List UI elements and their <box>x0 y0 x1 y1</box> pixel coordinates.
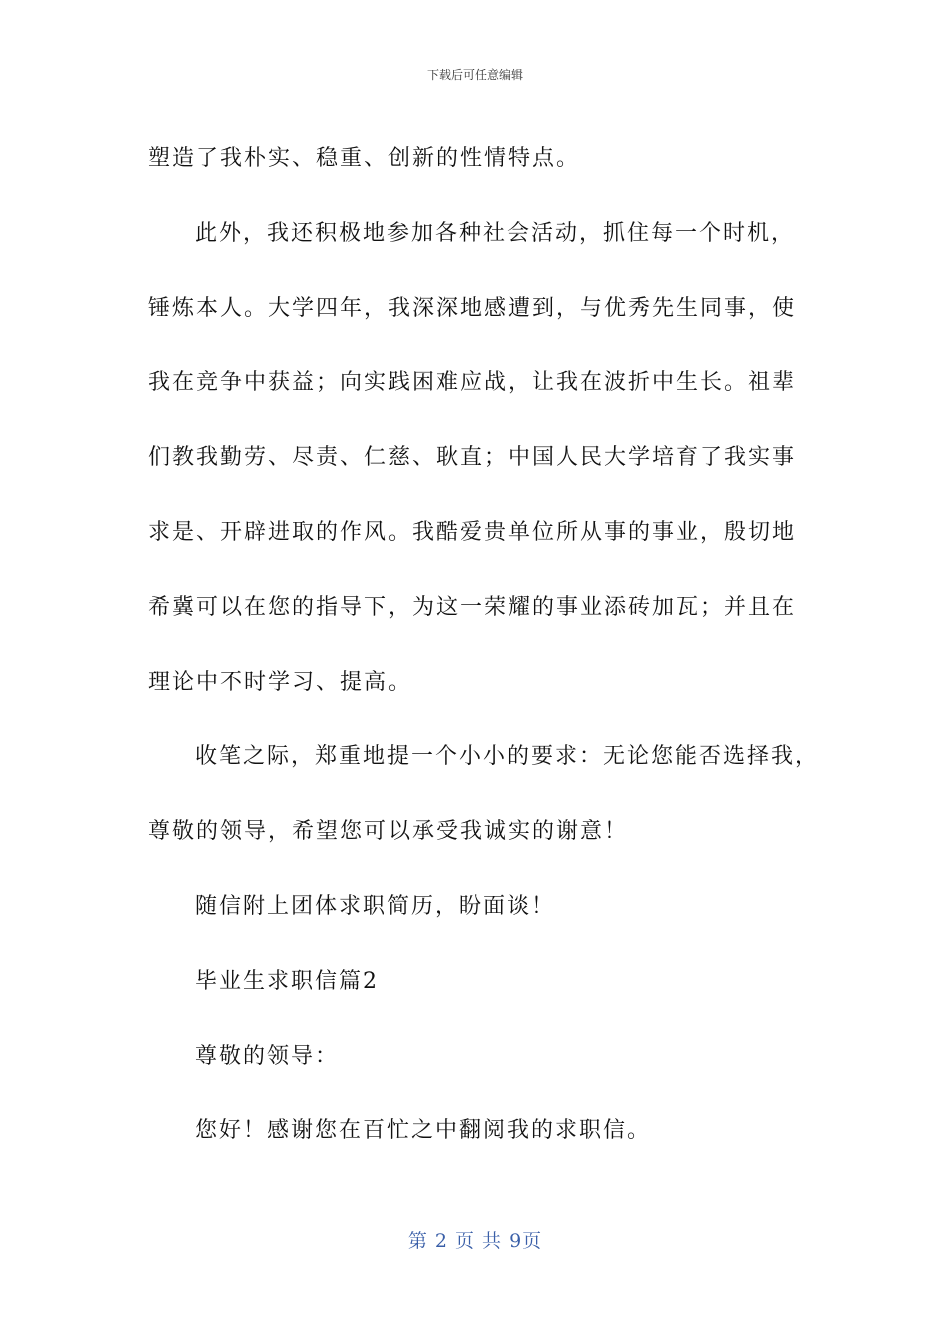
section-heading: 毕业生求职信篇2 <box>195 968 379 994</box>
paragraph-line: 们教我勤劳、尽责、仁慈、耿直；中国人民大学培育了我实事 <box>148 445 797 471</box>
salutation: 尊敬的领导： <box>195 1043 340 1069</box>
letter-body <box>148 122 828 1169</box>
paragraph-line: 尊敬的领导，希望您可以承受我诚实的谢意！ <box>148 819 629 845</box>
paragraph-line: 塑造了我朴实、稳重、创新的性情特点。 <box>148 146 581 171</box>
paragraph-line: 希冀可以在您的指导下，为这一荣耀的事业添砖加瓦；并且在 <box>148 594 797 620</box>
paragraph-line: 收笔之际，郑重地提一个小小的要求：无论您能否选择我， <box>195 744 820 770</box>
page-number: 第 2 页 共 9页 <box>407 1230 543 1252</box>
paragraph-line: 锤炼本人。大学四年，我深深地感遭到，与优秀先生同事，使 <box>148 295 797 321</box>
paragraph-line: 随信附上团体求职简历，盼面谈！ <box>195 893 556 919</box>
paragraph-line: 求是、开辟进取的作风。我酷爱贵单位所从事的事业，殷切地 <box>148 519 797 545</box>
paragraph-line: 理论中不时学习、提高。 <box>148 669 413 695</box>
paragraph-line: 我在竞争中获益；向实践困难应战，让我在波折中生长。祖辈 <box>148 370 797 396</box>
paragraph-line: 此外，我还积极地参加各种社会活动，抓住每一个时机， <box>195 220 796 246</box>
paragraph-line: 您好！感谢您在百忙之中翻阅我的求职信。 <box>195 1118 652 1144</box>
header-note: 下载后可任意编辑 <box>426 68 523 82</box>
